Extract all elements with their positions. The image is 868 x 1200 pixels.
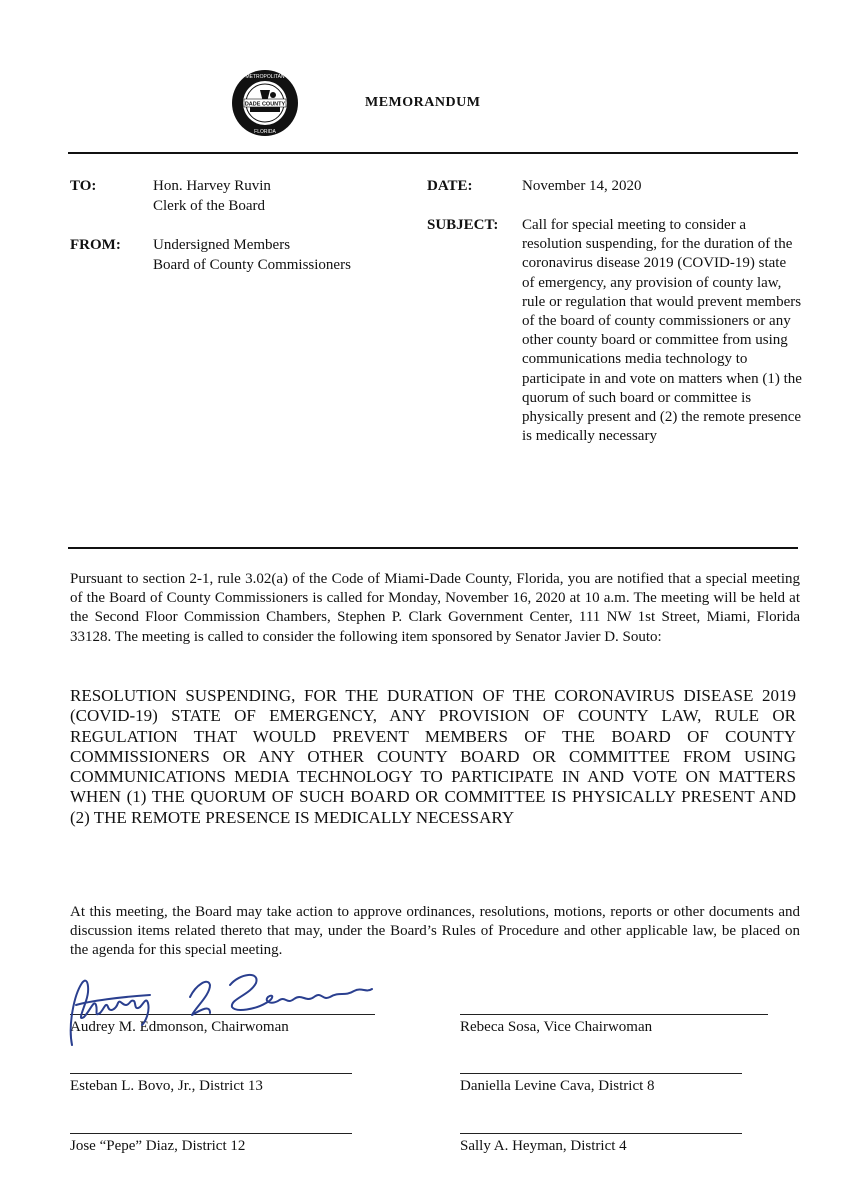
county-seal-logo xyxy=(230,68,300,138)
notice-paragraph: Pursuant to section 2-1, rule 3.02(a) of the Code of Miami-Dade County, Florida, you are notified that a special meeting of the Board of County Commissioners is called for Monday, November 16, 2020 at 10 a.m. The meeting will be held at the Second Floor Commission Chambers, Stephen P. Clark Government Center, 111 NW 1st Street, Miami, Florida 33128. The meeting is called to consider the following item sponsored by Senator Javier D. Souto: xyxy=(70,571,800,645)
handwritten-signature-text: Audrey M. Edmonson xyxy=(60,955,69,956)
from-line1: Undersigned Members xyxy=(153,237,291,253)
resolution-text: RESOLUTION SUSPENDING, FOR THE DURATION OF THE CORONAVIRUS DISEASE 2019 (COVID-19) STATE OF EMERGENCY, ANY PROVISION OF COUNTY LAW, RULE OR REGULATION THAT WOULD PREVENT MEMBERS OF THE BOARD OF COUNTY COMMISSIONERS OR ANY OTHER COUNTY BOARD OR COMMITTEE FROM USING COMMUNICATIONS MEDIA TECHNOLOGY TO PARTICIPATE IN AND VOTE ON MATTERS WHEN (1) THE QUORUM OF SUCH BOARD OR COMMITTEE IS PHYSICALLY PRESENT AND (2) THE REMOTE PRESENCE IS MEDICALLY NECESSARY xyxy=(70,686,796,827)
seal-top-text: METROPOLITAN xyxy=(245,74,285,80)
middle-divider xyxy=(68,547,798,549)
to-line1: Hon. Harvey Ruvin xyxy=(153,178,271,194)
subject-label: SUBJECT: xyxy=(427,217,499,233)
memo-title: MEMORANDUM xyxy=(365,95,481,110)
date-label: DATE: xyxy=(427,178,473,194)
signature-line-4 xyxy=(460,1073,742,1074)
seal-bottom-text: FLORIDA xyxy=(254,129,276,135)
top-divider xyxy=(68,152,798,154)
signatory-3: Esteban L. Bovo, Jr., District 13 xyxy=(70,1078,263,1094)
signature-line-2 xyxy=(460,1014,768,1015)
signature-line-5 xyxy=(70,1133,352,1134)
signatory-4: Daniella Levine Cava, District 8 xyxy=(460,1078,655,1094)
signature-line-3 xyxy=(70,1073,352,1074)
seal-middle-text: DADE COUNTY xyxy=(244,101,286,108)
subject-text: Call for special meeting to consider a resolution suspending, for the duration of the coronavirus disease 2019 (COVID-19) state of emergency, any provision of county law, rule or regulation that would prevent members of the board of county commissioners or any other county board or committee from using communications media technology to participate in and vote on matters when (1) the quorum of such board or committee is physically present and (2) the remote presence is medically necessary xyxy=(522,217,802,445)
action-paragraph: At this meeting, the Board may take action to approve ordinances, resolutions, motions, reports or other documents and discussion items related thereto that may, under the Board’s Rules of Procedure and other applicable law, be placed on the agenda for this special meeting. xyxy=(70,904,800,959)
to-label: TO: xyxy=(70,178,97,194)
signatory-1: Audrey M. Edmonson, Chairwoman xyxy=(70,1019,289,1035)
signature-line-6 xyxy=(460,1133,742,1134)
date-value: November 14, 2020 xyxy=(522,178,642,194)
to-line2: Clerk of the Board xyxy=(153,198,266,214)
handwritten-signature xyxy=(60,955,390,1055)
signatory-2: Rebeca Sosa, Vice Chairwoman xyxy=(460,1019,653,1035)
signatory-6: Sally A. Heyman, District 4 xyxy=(460,1138,627,1154)
from-line2: Board of County Commissioners xyxy=(153,257,351,273)
signatory-5: Jose “Pepe” Diaz, District 12 xyxy=(70,1138,246,1154)
from-label: FROM: xyxy=(70,237,121,253)
